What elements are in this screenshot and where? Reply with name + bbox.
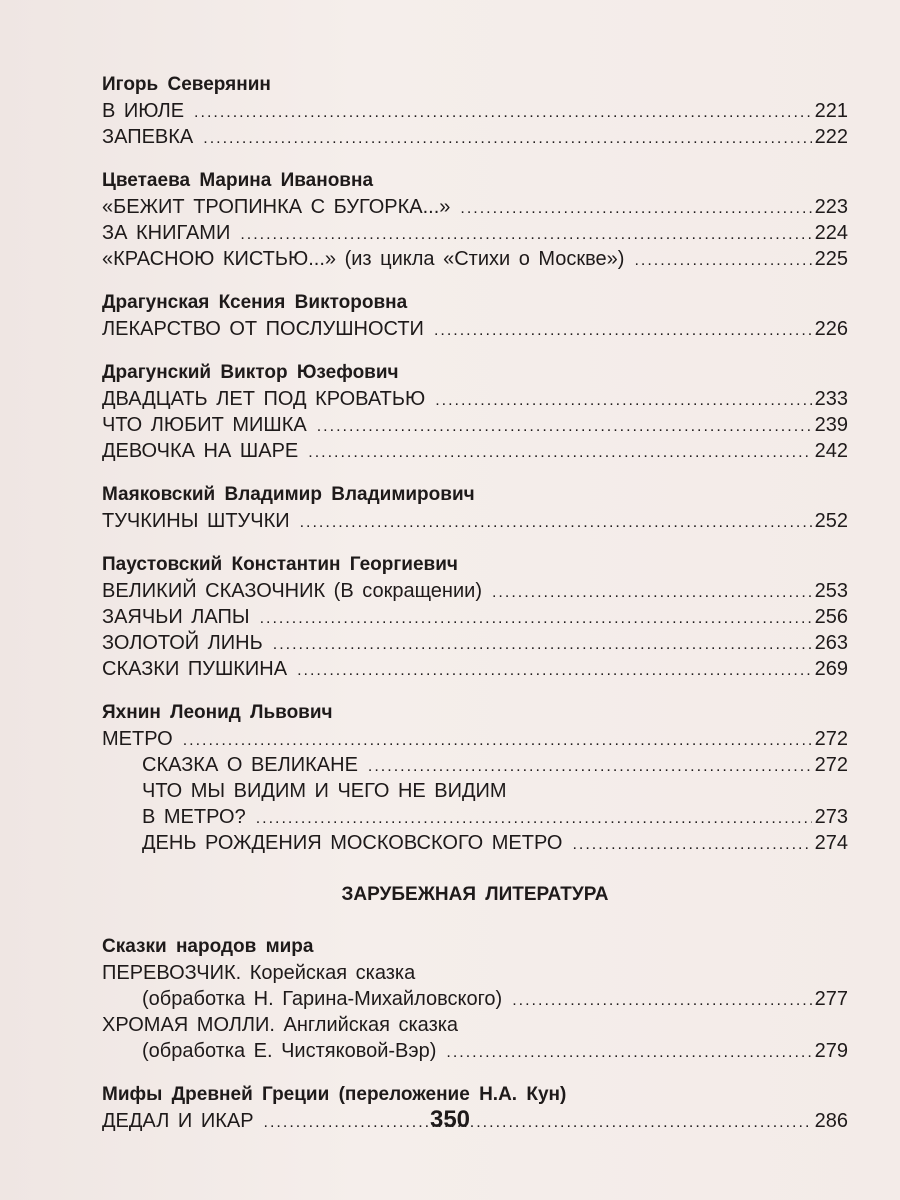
toc-entry (102, 246, 848, 272)
author-name: Маяковский Владимир Владимирович (102, 484, 475, 505)
dot-leader (194, 100, 812, 126)
author-name: Драгунская Ксения Викторовна (102, 292, 408, 313)
entry-page: 242 (814, 440, 848, 462)
toc-entry (102, 386, 848, 412)
dot-leader (256, 806, 812, 832)
entry-title: ДЕВОЧКА НА ШАРЕ (102, 440, 299, 462)
entry-title: ДВАДЦАТЬ ЛЕТ ПОД КРОВАТЬЮ (102, 388, 426, 410)
toc-section-yakhnin (102, 700, 848, 856)
dot-leader (308, 440, 811, 466)
entry-title: ВЕЛИКИЙ СКАЗОЧНИК (В сокращении) (102, 580, 482, 602)
toc-entry (102, 804, 848, 830)
page-number: 350 (429, 1106, 471, 1133)
author-name: Паустовский Константин Георгиевич (102, 554, 458, 575)
entry-page: 221 (814, 100, 848, 122)
entry-title: ЧТО ЛЮБИТ МИШКА (102, 414, 307, 436)
author-name: Драгунский Виктор Юзефович (102, 362, 399, 383)
entry-page: 272 (814, 754, 848, 776)
toc-entry (102, 604, 848, 630)
author-name: Игорь Северянин (102, 74, 271, 95)
dot-leader (434, 318, 812, 344)
dot-leader (460, 196, 811, 222)
dot-leader (273, 632, 812, 658)
toc-entry (102, 220, 848, 246)
toc-section (102, 290, 848, 342)
toc-section (102, 482, 848, 534)
entry-page: 273 (814, 806, 848, 828)
dot-leader (260, 606, 812, 632)
entry-page: 253 (814, 580, 848, 602)
entry-page: 263 (814, 632, 848, 654)
entry-page: 225 (814, 248, 848, 270)
entry-page: 226 (814, 318, 848, 340)
toc-entry (102, 316, 848, 342)
entry-title: ХРОМАЯ МОЛЛИ. Английская сказка (102, 1014, 459, 1036)
entry-page: 286 (814, 1110, 848, 1132)
entry-title: «БЕЖИТ ТРОПИНКА С БУГОРКА...» (102, 196, 451, 218)
entry-page: 233 (814, 388, 848, 410)
toc-sections (102, 72, 848, 682)
entry-page: 272 (814, 728, 848, 750)
entry-title: (обработка Е. Чистяковой-Вэр) (142, 1040, 437, 1062)
dot-leader (203, 126, 811, 152)
toc-section (102, 360, 848, 464)
entry-title: ДЕНЬ РОЖДЕНИЯ МОСКОВСКОГО МЕТРО (142, 832, 563, 854)
toc-entry (102, 726, 848, 752)
entry-page: 256 (814, 606, 848, 628)
dot-leader (300, 510, 812, 536)
author-name: Мифы Древней Греции (переложение Н.А. Кун) (102, 1084, 567, 1105)
toc-entry (102, 656, 848, 682)
toc-entry (102, 986, 848, 1012)
entry-page: 239 (814, 414, 848, 436)
toc-entry-line (102, 778, 848, 804)
author-name: Яхнин Леонид Львович (102, 702, 333, 723)
entry-title: ЗАЯЧЬИ ЛАПЫ (102, 606, 250, 628)
entry-title: ЗАПЕВКА (102, 126, 194, 148)
dot-leader (512, 988, 811, 1014)
entry-page: 224 (814, 222, 848, 244)
entry-page: 279 (814, 1040, 848, 1062)
toc-entry (102, 578, 848, 604)
toc-entry-line (102, 960, 848, 986)
entry-page: 223 (814, 196, 848, 218)
entry-title: ЗОЛОТОЙ ЛИНЬ (102, 632, 263, 654)
section-heading: ЗАРУБЕЖНАЯ ЛИТЕРАТУРА (341, 884, 609, 905)
toc-entry (102, 830, 848, 856)
entry-title: ПЕРЕВОЗЧИК. Корейская сказка (102, 962, 416, 984)
entry-page: 277 (814, 988, 848, 1010)
dot-leader (446, 1040, 811, 1066)
entry-title: (обработка Н. Гарина-Михайловского) (142, 988, 503, 1010)
dot-leader (634, 248, 811, 274)
dot-leader (317, 414, 812, 440)
toc-entry (102, 630, 848, 656)
toc-entry (102, 508, 848, 534)
dot-leader (572, 832, 811, 858)
entry-title: ЛЕКАРСТВО ОТ ПОСЛУШНОСТИ (102, 318, 424, 340)
entry-page: 252 (814, 510, 848, 532)
entry-page: 274 (814, 832, 848, 854)
entry-title: В ИЮЛЕ (102, 100, 185, 122)
toc-entry (102, 412, 848, 438)
entry-title: В МЕТРО? (142, 806, 246, 828)
entry-page: 269 (814, 658, 848, 680)
toc-entry (102, 124, 848, 150)
toc-entry (102, 1038, 848, 1064)
toc-section (102, 552, 848, 682)
table-of-contents (102, 72, 848, 1152)
dot-leader (492, 580, 812, 606)
entry-title: ТУЧКИНЫ ШТУЧКИ (102, 510, 290, 532)
toc-section (102, 168, 848, 272)
toc-entry (102, 98, 848, 124)
entry-title: МЕТРО (102, 728, 173, 750)
entry-title: «КРАСНОЮ КИСТЬЮ...» (из цикла «Стихи о Москве») (102, 248, 625, 270)
entry-title: СКАЗКА О ВЕЛИКАНЕ (142, 754, 358, 776)
author-name: Сказки народов мира (102, 936, 314, 957)
entry-page: 222 (814, 126, 848, 148)
toc-entry (102, 752, 848, 778)
toc-entry (102, 438, 848, 464)
dot-leader (435, 388, 811, 414)
toc-entry (102, 194, 848, 220)
dot-leader (368, 754, 812, 780)
dot-leader (183, 728, 812, 754)
dot-leader (240, 222, 811, 248)
entry-title: СКАЗКИ ПУШКИНА (102, 658, 288, 680)
entry-title: ДЕДАЛ И ИКАР (102, 1110, 254, 1132)
toc-section (102, 72, 848, 150)
entry-title: ЗА КНИГАМИ (102, 222, 231, 244)
toc-section-tales (102, 934, 848, 1064)
toc-entry-line (102, 1012, 848, 1038)
entry-title: ЧТО МЫ ВИДИМ И ЧЕГО НЕ ВИДИМ (142, 780, 507, 802)
dot-leader (297, 658, 812, 684)
author-name: Цветаева Марина Ивановна (102, 170, 374, 191)
